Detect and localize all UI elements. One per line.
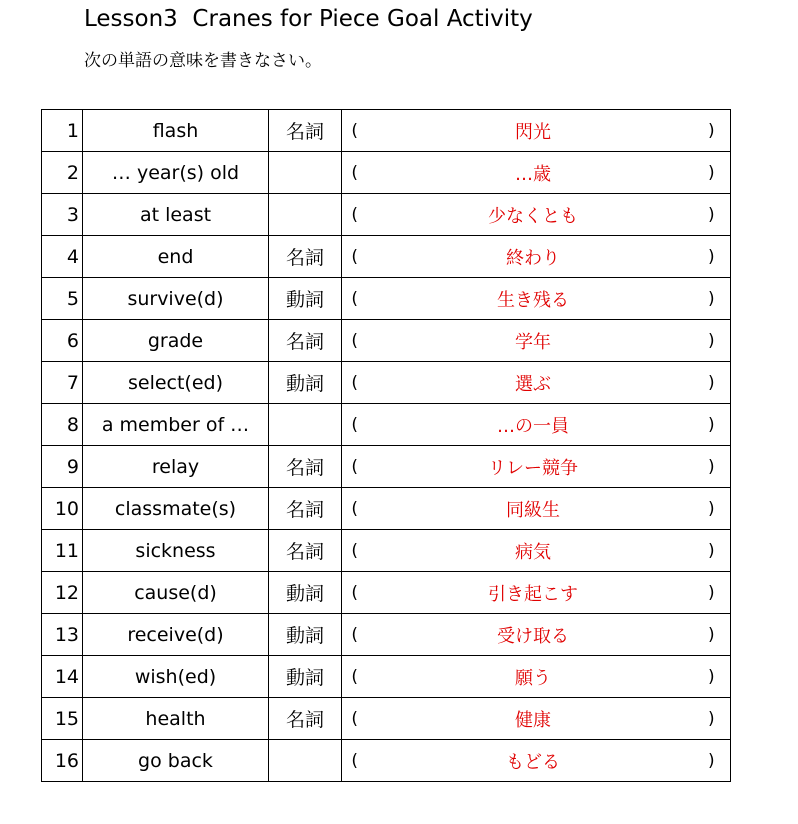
meaning-answer: 願う [515,667,551,689]
close-paren: ) [708,204,715,225]
meaning-answer: 少なくとも [488,205,578,227]
meaning-answer: 病気 [515,541,551,563]
close-paren: ) [708,498,715,519]
close-paren: ) [708,330,715,351]
table-row [42,194,731,236]
part-of-speech: 名詞 [269,488,342,530]
vocab-word: flash [83,110,269,152]
table-row [42,110,731,152]
row-number: 1 [42,110,83,152]
close-paren: ) [708,666,715,687]
row-number: 16 [42,740,83,782]
row-number: 3 [42,194,83,236]
meaning-answer: 引き起こす [488,583,578,605]
vocab-word: cause(d) [83,572,269,614]
meaning-cell [342,740,731,782]
row-number: 5 [42,278,83,320]
meaning-answer: 受け取る [497,625,569,647]
part-of-speech [269,404,342,446]
meaning-cell [342,236,731,278]
part-of-speech [269,194,342,236]
vocab-word: … year(s) old [83,152,269,194]
part-of-speech: 名詞 [269,110,342,152]
open-paren: ( [351,540,358,561]
meaning-answer: もどる [506,751,560,773]
close-paren: ) [708,540,715,561]
table-row [42,740,731,782]
vocab-word: a member of … [83,404,269,446]
close-paren: ) [708,624,715,645]
meaning-cell [342,656,731,698]
part-of-speech: 動詞 [269,614,342,656]
open-paren: ( [351,750,358,771]
open-paren: ( [351,582,358,603]
meaning-answer: 生き残る [497,289,569,311]
open-paren: ( [351,498,358,519]
vocab-word: end [83,236,269,278]
row-number: 8 [42,404,83,446]
vocab-word: survive(d) [83,278,269,320]
part-of-speech: 名詞 [269,446,342,488]
open-paren: ( [351,372,358,393]
open-paren: ( [351,288,358,309]
part-of-speech: 名詞 [269,236,342,278]
meaning-answer: 閃光 [515,121,551,143]
close-paren: ) [708,120,715,141]
meaning-cell [342,362,731,404]
open-paren: ( [351,666,358,687]
table-row [42,320,731,362]
table-row [42,404,731,446]
open-paren: ( [351,246,358,267]
open-paren: ( [351,330,358,351]
meaning-cell [342,614,731,656]
close-paren: ) [708,162,715,183]
table-row [42,446,731,488]
row-number: 7 [42,362,83,404]
open-paren: ( [351,162,358,183]
open-paren: ( [351,456,358,477]
table-row [42,488,731,530]
close-paren: ) [708,582,715,603]
table-row [42,656,731,698]
meaning-answer: 選ぶ [515,373,551,395]
open-paren: ( [351,120,358,141]
meaning-cell [342,152,731,194]
vocab-word: relay [83,446,269,488]
meaning-answer: 同級生 [506,499,560,521]
meaning-cell [342,278,731,320]
close-paren: ) [708,456,715,477]
meaning-answer: 終わり [506,247,560,269]
meaning-cell [342,320,731,362]
close-paren: ) [708,750,715,771]
part-of-speech: 名詞 [269,530,342,572]
table-row [42,698,731,740]
meaning-answer: …の一員 [497,415,569,437]
row-number: 13 [42,614,83,656]
close-paren: ) [708,414,715,435]
vocab-word: sickness [83,530,269,572]
row-number: 2 [42,152,83,194]
part-of-speech: 動詞 [269,362,342,404]
meaning-cell [342,488,731,530]
meaning-cell [342,194,731,236]
vocabulary-table [41,109,731,782]
open-paren: ( [351,204,358,225]
part-of-speech: 名詞 [269,320,342,362]
part-of-speech [269,740,342,782]
table-row [42,362,731,404]
table-row [42,614,731,656]
row-number: 15 [42,698,83,740]
vocab-word: receive(d) [83,614,269,656]
vocab-word: classmate(s) [83,488,269,530]
table-row [42,278,731,320]
row-number: 10 [42,488,83,530]
meaning-answer: …歳 [515,163,551,185]
vocab-word: select(ed) [83,362,269,404]
open-paren: ( [351,624,358,645]
vocab-word: go back [83,740,269,782]
meaning-cell [342,698,731,740]
meaning-cell [342,572,731,614]
table-row [42,152,731,194]
open-paren: ( [351,414,358,435]
part-of-speech [269,152,342,194]
close-paren: ) [708,372,715,393]
row-number: 6 [42,320,83,362]
close-paren: ) [708,288,715,309]
meaning-answer: リレー競争 [488,457,578,479]
table-row [42,530,731,572]
vocab-word: at least [83,194,269,236]
vocab-word: health [83,698,269,740]
part-of-speech: 動詞 [269,572,342,614]
row-number: 14 [42,656,83,698]
meaning-cell [342,404,731,446]
meaning-cell [342,530,731,572]
open-paren: ( [351,708,358,729]
part-of-speech: 名詞 [269,698,342,740]
meaning-cell [342,446,731,488]
row-number: 12 [42,572,83,614]
vocab-word: wish(ed) [83,656,269,698]
meaning-answer: 学年 [515,331,551,353]
table-row [42,236,731,278]
row-number: 9 [42,446,83,488]
vocab-word: grade [83,320,269,362]
table-row [42,572,731,614]
part-of-speech: 動詞 [269,656,342,698]
worksheet-instruction: 次の単語の意味を書きなさい。 [84,51,322,71]
meaning-cell [342,110,731,152]
meaning-answer: 健康 [515,709,551,731]
row-number: 4 [42,236,83,278]
part-of-speech: 動詞 [269,278,342,320]
close-paren: ) [708,246,715,267]
worksheet-title: Lesson3 Cranes for Piece Goal Activity [84,6,533,32]
row-number: 11 [42,530,83,572]
close-paren: ) [708,708,715,729]
